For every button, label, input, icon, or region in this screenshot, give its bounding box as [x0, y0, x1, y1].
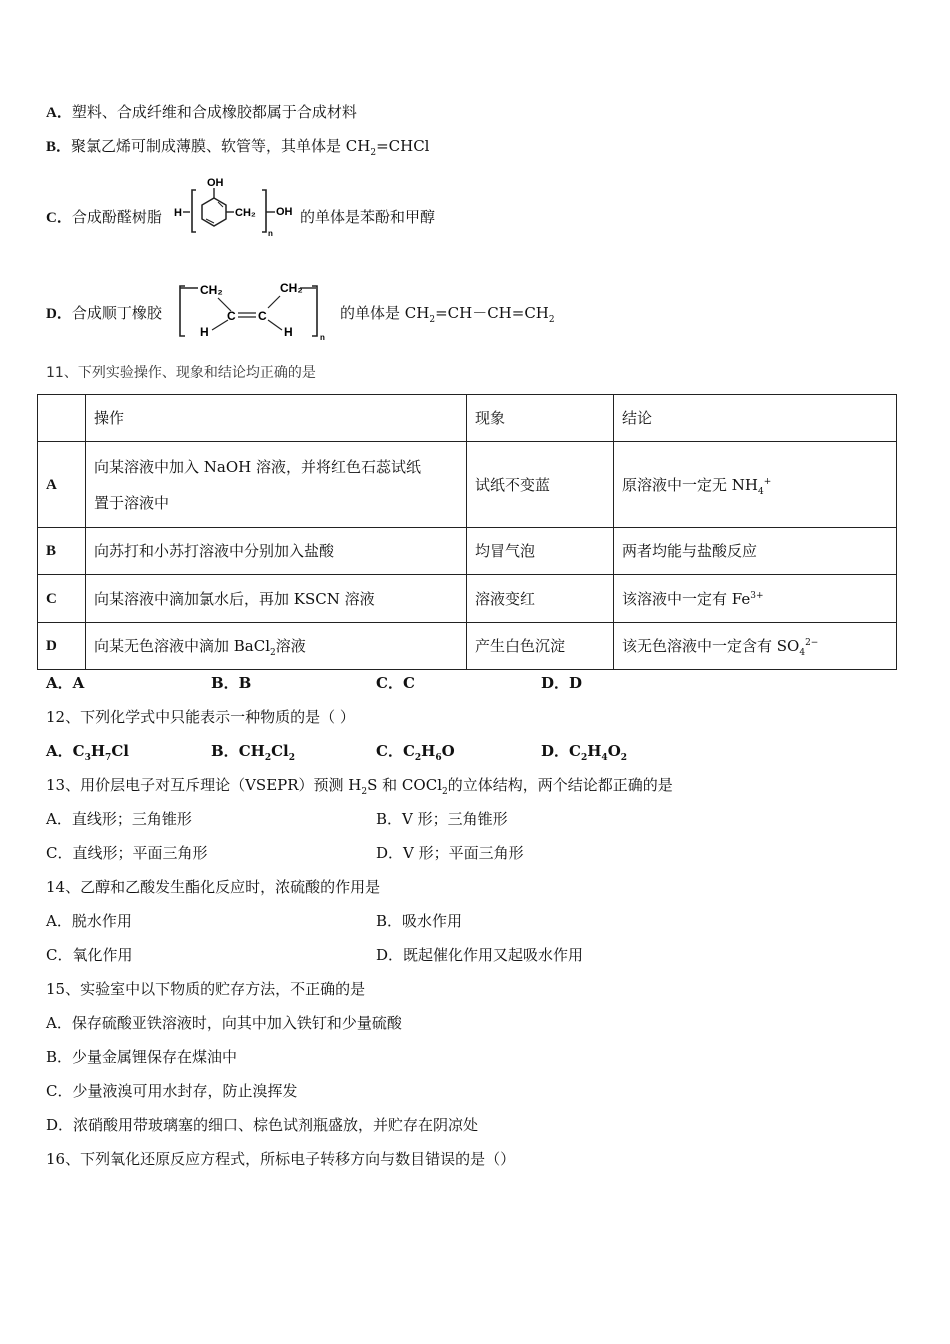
phenolic-resin-structure	[172, 174, 302, 242]
q14-choices-row1	[46, 911, 706, 931]
struct-ch2-label: CH₂	[235, 207, 256, 219]
header-phenomenon: 现象	[467, 395, 614, 442]
q10-option-c-tail: 的单体是苯酚和甲醇	[300, 208, 436, 226]
struct-ch2-right: CH₂	[280, 281, 303, 295]
row-operation: 向苏打和小苏打溶液中分别加入盐酸	[86, 528, 467, 575]
choice-a: A．直线形；三角锥形	[46, 810, 192, 828]
row-conclusion: 两者均能与盐酸反应	[614, 528, 897, 575]
q15-stem: 15、实验室中以下物质的贮存方法，不正确的是	[46, 980, 366, 998]
choice-b: B．V 形；三角锥形	[376, 810, 508, 828]
choice-c: C．$C_2H_6O$	[376, 742, 455, 763]
row-label: D	[38, 623, 86, 670]
choice-a: A．A	[46, 674, 85, 692]
q15-choice-b: B．少量金属锂保存在煤油中	[46, 1048, 238, 1066]
struct-n-label: n	[268, 229, 273, 238]
q11-choices	[46, 673, 706, 693]
butadiene-rubber-structure	[176, 276, 336, 348]
q10-option-c: C．合成酚醛树脂	[46, 208, 162, 226]
table-row	[38, 442, 897, 528]
row-operation: 向某无色溶液中滴加 BaCl$_2$溶液	[86, 623, 467, 670]
header-blank	[38, 395, 86, 442]
choice-c: C．氧化作用	[46, 946, 133, 964]
struct-n-label-d: n	[320, 333, 325, 342]
row-operation: 向某溶液中加入 NaOH 溶液，并将红色石蕊试纸 置于溶液中	[86, 442, 467, 528]
q12-stem: 12、下列化学式中只能表示一种物质的是（ ）	[46, 708, 355, 726]
q10-option-b: B．聚氯乙烯可制成薄膜、软管等，其单体是 $CH_2=CHCl$	[46, 137, 430, 158]
q10-option-d: D．合成顺丁橡胶	[46, 304, 162, 322]
choice-c: C．直线形；平面三角形	[46, 844, 208, 862]
choice-d: D．既起催化作用又起吸水作用	[376, 946, 584, 964]
q15-choice-d: D．浓硝酸用带玻璃塞的细口、棕色试剂瓶盛放，并贮存在阴凉处	[46, 1116, 479, 1134]
table-row	[38, 623, 897, 670]
q13-choices-row2	[46, 843, 706, 863]
choice-b: B．B	[211, 674, 252, 692]
row-phenomenon: 溶液变红	[467, 575, 614, 623]
experiment-table	[37, 394, 897, 670]
choice-a: A．脱水作用	[46, 912, 132, 930]
q14-stem: 14、乙醇和乙酸发生酯化反应时，浓硫酸的作用是	[46, 878, 381, 896]
choice-b: B．$CH_2Cl_2$	[211, 742, 295, 763]
choice-a: A．$C_3H_7Cl$	[46, 742, 129, 763]
row-label: A	[38, 442, 86, 528]
struct-oh-label: OH	[207, 177, 224, 189]
row-conclusion: 原溶液中一定无 $NH_4^+$	[614, 442, 897, 528]
q10-option-d-tail: 的单体是 $CH_2=CH-CH=CH_2$	[340, 304, 555, 325]
choice-b: B．吸水作用	[376, 912, 463, 930]
row-phenomenon: 均冒气泡	[467, 528, 614, 575]
struct-h-label: H	[174, 207, 182, 219]
struct-c-left: C	[227, 309, 236, 323]
q14-choices-row2	[46, 945, 706, 965]
choice-c: C．C	[376, 674, 415, 692]
q10-option-a: A．塑料、合成纤维和合成橡胶都属于合成材料	[46, 103, 357, 121]
table-header-row	[38, 395, 897, 442]
table-row	[38, 528, 897, 575]
struct-c-right: C	[258, 309, 267, 323]
row-phenomenon: 试纸不变蓝	[467, 442, 614, 528]
struct-h-right: H	[284, 325, 293, 339]
choice-d: D．V 形；平面三角形	[376, 844, 524, 862]
q15-choice-c: C．少量液溴可用水封存，防止溴挥发	[46, 1082, 298, 1100]
row-phenomenon: 产生白色沉淀	[467, 623, 614, 670]
struct-ch2-left: CH₂	[200, 283, 223, 297]
q13-choices-row1	[46, 809, 706, 829]
row-conclusion: 该溶液中一定有 $Fe^{3+}$	[614, 575, 897, 623]
row-label: C	[38, 575, 86, 623]
struct-h-left: H	[200, 325, 209, 339]
q13-stem: 13、用价层电子对互斥理论（VSEPR）预测 $H_2S$ 和 COCl$_2$的立体结构，两个结论都正确的是	[46, 776, 673, 797]
q11-stem: 11、下列实验操作、现象和结论均正确的是	[46, 365, 316, 381]
struct-oh-end-label: OH	[276, 206, 293, 218]
q12-choices	[46, 741, 706, 761]
row-conclusion: 该无色溶液中一定含有 $SO_4^{2-}$	[614, 623, 897, 670]
row-operation: 向某溶液中滴加氯水后，再加 KSCN 溶液	[86, 575, 467, 623]
header-operation: 操作	[86, 395, 467, 442]
q16-stem: 16、下列氧化还原反应方程式，所标电子转移方向与数目错误的是（）	[46, 1150, 516, 1168]
row-label: B	[38, 528, 86, 575]
header-conclusion: 结论	[614, 395, 897, 442]
choice-d: D．D	[541, 674, 583, 692]
table-row	[38, 575, 897, 623]
choice-d: D．$C_2H_4O_2$	[541, 742, 628, 763]
q15-choice-a: A．保存硫酸亚铁溶液时，向其中加入铁钉和少量硫酸	[46, 1014, 402, 1032]
